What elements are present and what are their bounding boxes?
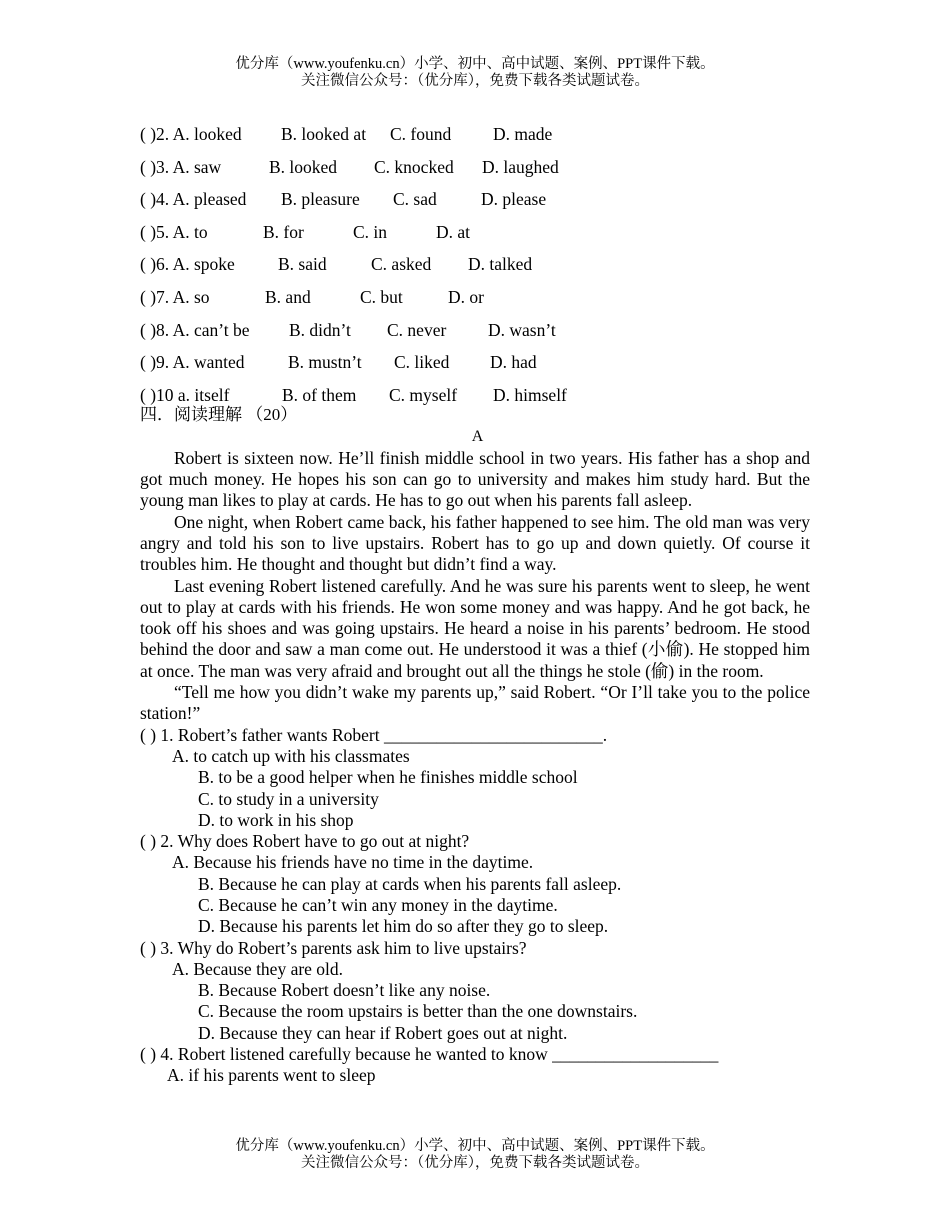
choice-b: B. Because Robert doesn’t like any noise. [198,980,491,1001]
paragraph-3: Last evening Robert listened carefully. And he was sure his parents went to sleep, he went out to play at cards with his friends. He won some money and was happy. And he got back, he took off his shoes and was going upstairs. He heard a noise in his parents’ bedroom. He stood behind the door and saw a man come out. He understood it was a thief (小偷). He stopped him at once. The man was very afraid and brought out all the things he stole (偷) in the room. [140,575,810,681]
question-3 [140,938,810,1044]
paragraph-2: One night, when Robert came back, his father happened to see him. The old man was very angry and told his son to live upstairs. Robert has to go up and down quietly. Of course it troubles him. He thought and thought but didn’t find a way. [140,511,810,575]
choice-d: D. Because his parents let him do so after they go to sleep. [198,916,609,937]
header-line-1: 优分库（www.youfenku.cn）小学、初中、高中试题、案例、PPT课件下载。 [235,56,715,72]
choice-a: A. to catch up with his classmates [172,745,410,766]
question-4 [140,1044,810,1087]
option-row-10: ( )10 a. itself B. of them C. myself D. himself [140,384,567,405]
option-row-4: ( )4. A. pleased B. pleasure C. sad D. please [140,189,547,210]
footer-line-1: 优分库（www.youfenku.cn）小学、初中、高中试题、案例、PPT课件下载。 [235,1138,715,1154]
choice-a: A. Because his friends have no time in the daytime. [172,852,534,873]
option-row-6: ( )6. A. spoke B. said C. asked D. talked [140,254,533,275]
passage-title: A [471,427,484,445]
question-stem: ( ) 3. Why do Robert’s parents ask him to live upstairs? [140,937,527,958]
choice-b: B. to be a good helper when he finishes middle school [198,767,578,788]
option-row-5: ( )5. A. to B. for C. in D. at [140,221,471,242]
section-title: 四．阅读理解 （20） [140,404,298,424]
document-body [140,123,810,1087]
option-row-3: ( )3. A. saw B. looked C. knocked D. laughed [140,156,559,177]
choice-a: A. Because they are old. [172,958,344,979]
question-stem: ( ) 1. Robert’s father wants Robert _________________________. [140,724,608,745]
choice-c: C. Because he can’t win any money in the daytime. [198,894,558,915]
option-row-7: ( )7. A. so B. and C. but D. or [140,286,484,307]
choice-b: B. Because he can play at cards when his parents fall asleep. [198,873,622,894]
choice-d: D. Because they can hear if Robert goes out at night. [198,1022,568,1043]
choice-c: C. Because the room upstairs is better than the one downstairs. [198,1001,638,1022]
question-2 [140,831,810,937]
cloze-options [140,123,810,406]
page-footer [0,1138,950,1172]
choice-c: C. to study in a university [198,788,379,809]
paragraph-1: Robert is sixteen now. He’ll finish middle school in two years. His father has a shop and got much money. He hopes his son can go to university and makes him study hard. But the young man likes to play at cards. He has to go out when his parents fall asleep. [140,447,810,511]
option-row-2: ( )2. A. looked B. looked at C. found D. made [140,124,553,144]
page-header [0,56,950,90]
paragraph-4: “Tell me how you didn’t wake my parents up,” said Robert. “Or I’ll take you to the police station!” [140,682,810,724]
footer-line-2: 关注微信公众号：（优分库），免费下载各类试题试卷。 [301,1155,649,1171]
question-stem: ( ) 2. Why does Robert have to go out at night? [140,831,470,852]
option-row-8: ( )8. A. can’t be B. didn’t C. never D. wasn’t [140,319,556,340]
choice-d: D. to work in his shop [198,809,354,830]
choice-a: A. if his parents went to sleep [167,1065,376,1086]
question-1 [140,725,810,831]
option-row-9: ( )9. A. wanted B. mustn’t C. liked D. had [140,352,537,373]
header-line-2: 关注微信公众号：（优分库），免费下载各类试题试卷。 [301,73,649,89]
question-stem: ( ) 4. Robert listened carefully because he wanted to know ___________________ [140,1044,719,1065]
